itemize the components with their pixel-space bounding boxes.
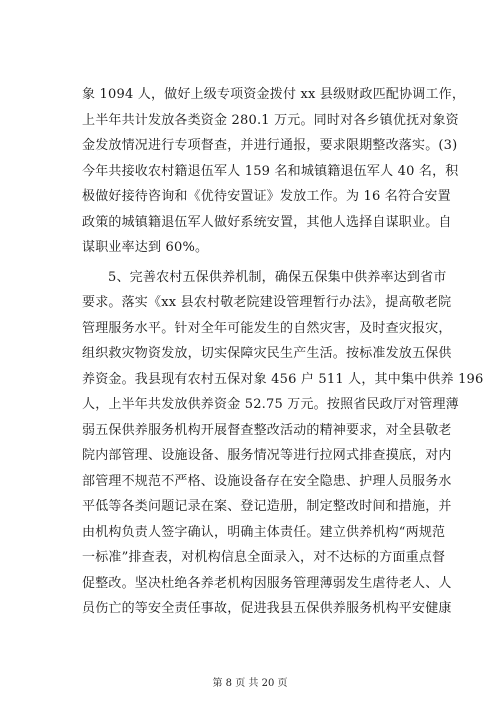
page-footer: 第 8 页 共 20 页 [212,678,288,689]
text-line: 5、完善农村五保供养机制，确保五保集中供养率达到省市 [108,269,447,285]
text-line: 一标准”排查表，对机构信息全面录入，对不达标的方面重点督 [82,550,446,565]
text-line: 谋职业率达到 60%。 [82,240,209,255]
text-line: 要求。落实《xx 县农村敬老院建设管理暂行办法》，提高敬老院 [82,295,452,310]
text-line: 极做好接待咨询和《优待安置证》发放工作。为 16 名符合安置 [82,189,451,204]
text-line: 组织救灾物资发放，切实保障灾民生产生活。按标准发放五保供 [82,346,452,361]
text-line: 部管理不规范不严格、设施设备存在安全隐患、护理人员服务水 [82,473,452,489]
text-line: 金发放情况进行专项督查，并进行通报，要求限期整改落实。(3) [82,138,458,153]
text-line: 院内部管理、设施设备、服务情况等进行拉网式排查摸底，对内 [82,448,452,463]
text-line: 由机构负责人签字确认，明确主体责任。建立供养机构“两规范 [82,524,446,540]
text-line: 象 1094 人，做好上级专项资金拨付 xx 县级财政匹配协调工作， [82,87,466,102]
document-body [82,82,484,622]
text-line: 平低等各类问题记录在案、登记造册，制定整改时间和措施，并 [82,499,452,514]
text-line: 管理服务水平。针对全年可能发生的自然灾害，及时查灾报灾， [82,320,452,336]
text-line: 员伤亡的等安全责任事故，促进我县五保供养服务机构平安健康 [82,601,452,616]
paragraph-2 [82,265,484,622]
text-line: 养资金。我县现有农村五保对象 456 户 511 人，其中集中供养 196 [82,371,484,387]
text-line: 上半年共计发放各类资金 280.1 万元。同时对各乡镇优抚对象资 [82,112,459,128]
text-line: 促整改。坚决杜绝各养老机构因服务管理薄弱发生虐待老人、人 [82,575,452,591]
paragraph-1 [82,82,466,261]
text-line: 政策的城镇籍退伍军人做好系统安置，其他人选择自谋职业。自 [82,214,452,230]
text-line: 弱五保供养服务机构开展督查整改活动的精神要求，对全县敬老 [82,422,452,438]
text-line: 今年共接收农村籍退伍军人 159 名和城镇籍退伍军人 40 名，积 [82,163,459,179]
text-line: 人，上半年共发放供养资金 52.75 万元。按照省民政厅对管理薄 [82,397,459,412]
